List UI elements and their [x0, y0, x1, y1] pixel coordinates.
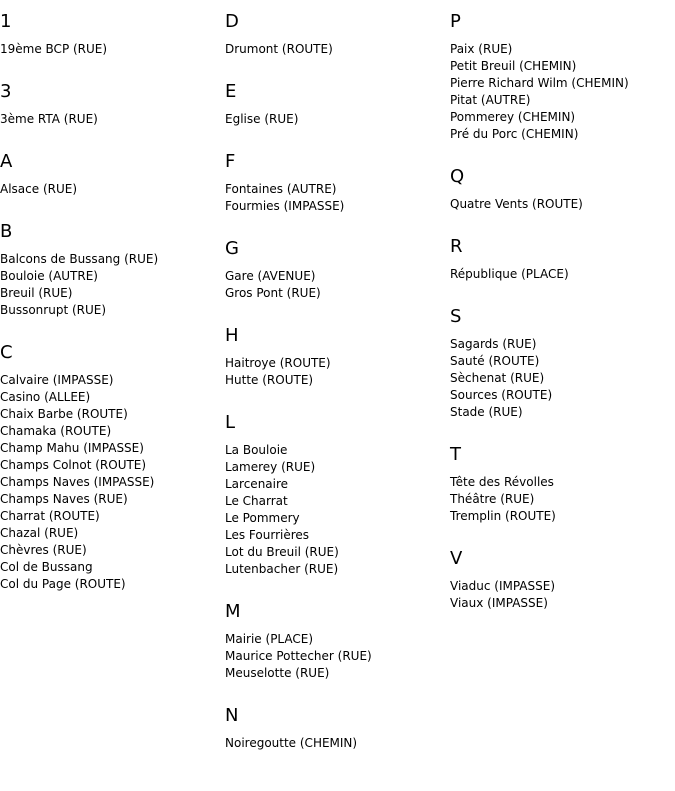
- street-item[interactable]: Chaix Barbe (ROUTE): [0, 407, 128, 421]
- street-item[interactable]: Tête des Révolles: [450, 475, 554, 489]
- street-item[interactable]: Fourmies (IMPASSE): [225, 199, 345, 213]
- street-item[interactable]: Calvaire (IMPASSE): [0, 373, 114, 387]
- street-item[interactable]: Pitat (AUTRE): [450, 93, 531, 107]
- letter-group-p: [450, 11, 674, 143]
- street-item[interactable]: La Bouloie: [225, 443, 288, 457]
- street-item[interactable]: Champs Colnot (ROUTE): [0, 458, 147, 472]
- street-item[interactable]: Meuselotte (RUE): [225, 666, 330, 680]
- street-item[interactable]: Lamerey (RUE): [225, 460, 316, 474]
- street-item[interactable]: Mairie (PLACE): [225, 632, 314, 646]
- street-item[interactable]: Noiregoutte (CHEMIN): [225, 736, 358, 750]
- letter-group-g: [225, 238, 447, 302]
- letter-heading: B: [0, 221, 13, 242]
- letter-heading: H: [225, 325, 239, 346]
- street-item[interactable]: Lot du Breuil (RUE): [225, 545, 339, 559]
- letter-group-d: [225, 11, 447, 58]
- street-item[interactable]: Le Charrat: [225, 494, 288, 508]
- street-item[interactable]: Maurice Pottecher (RUE): [225, 649, 372, 663]
- street-item[interactable]: Sèchenat (RUE): [450, 371, 545, 385]
- letter-group-3: [0, 81, 222, 128]
- letter-group-r: [450, 236, 674, 283]
- street-item[interactable]: Théâtre (RUE): [450, 492, 535, 506]
- letter-heading: F: [225, 151, 236, 172]
- letter-heading: M: [225, 601, 241, 622]
- street-item[interactable]: Gros Pont (RUE): [225, 286, 321, 300]
- letter-heading: V: [450, 548, 463, 569]
- street-item[interactable]: Col de Bussang: [0, 560, 93, 574]
- letter-heading: R: [450, 236, 463, 257]
- letter-heading: L: [225, 412, 236, 433]
- index-column-2: [225, 11, 447, 775]
- letter-group-q: [450, 166, 674, 213]
- street-item[interactable]: Petit Breuil (CHEMIN): [450, 59, 577, 73]
- street-item[interactable]: Tremplin (ROUTE): [450, 509, 556, 523]
- letter-heading: E: [225, 81, 237, 102]
- street-item[interactable]: 3ème RTA (RUE): [0, 112, 98, 126]
- street-item[interactable]: Le Pommery: [225, 511, 300, 525]
- street-item[interactable]: Fontaines (AUTRE): [225, 182, 337, 196]
- street-item[interactable]: Sauté (ROUTE): [450, 354, 540, 368]
- letter-group-c: [0, 342, 222, 593]
- street-item[interactable]: 19ème BCP (RUE): [0, 42, 108, 56]
- street-item[interactable]: Lutenbacher (RUE): [225, 562, 339, 576]
- street-item[interactable]: Champs Naves (RUE): [0, 492, 128, 506]
- street-item[interactable]: Alsace (RUE): [0, 182, 78, 196]
- street-item[interactable]: Hutte (ROUTE): [225, 373, 314, 387]
- street-item[interactable]: Chèvres (RUE): [0, 543, 87, 557]
- street-item[interactable]: Drumont (ROUTE): [225, 42, 333, 56]
- letter-group-f: [225, 151, 447, 215]
- letter-heading: T: [450, 444, 461, 465]
- letter-group-e: [225, 81, 447, 128]
- street-item[interactable]: Charrat (ROUTE): [0, 509, 100, 523]
- street-item[interactable]: Casino (ALLEE): [0, 390, 91, 404]
- letter-group-n: [225, 705, 447, 752]
- letter-heading: 3: [0, 81, 12, 102]
- street-item[interactable]: Les Fourrières: [225, 528, 310, 542]
- letter-heading: Q: [450, 166, 465, 187]
- letter-group-h: [225, 325, 447, 389]
- street-item[interactable]: Paix (RUE): [450, 42, 513, 56]
- street-item[interactable]: Champs Naves (IMPASSE): [0, 475, 155, 489]
- street-item[interactable]: Stade (RUE): [450, 405, 523, 419]
- letter-group-1: [0, 11, 222, 58]
- letter-heading: 1: [0, 11, 12, 32]
- street-item[interactable]: Chazal (RUE): [0, 526, 79, 540]
- letter-heading: G: [225, 238, 239, 259]
- street-item[interactable]: Chamaka (ROUTE): [0, 424, 112, 438]
- street-item[interactable]: Eglise (RUE): [225, 112, 299, 126]
- street-item[interactable]: Balcons de Bussang (RUE): [0, 252, 159, 266]
- letter-heading: A: [0, 151, 13, 172]
- letter-group-t: [450, 444, 674, 525]
- letter-heading: N: [225, 705, 239, 726]
- letter-group-m: [225, 601, 447, 682]
- letter-group-v: [450, 548, 674, 612]
- street-item[interactable]: République (PLACE): [450, 267, 569, 281]
- street-item[interactable]: Sagards (RUE): [450, 337, 537, 351]
- letter-group-a: [0, 151, 222, 198]
- street-item[interactable]: Viaux (IMPASSE): [450, 596, 548, 610]
- street-item[interactable]: Pierre Richard Wilm (CHEMIN): [450, 76, 629, 90]
- street-item[interactable]: Pré du Porc (CHEMIN): [450, 127, 579, 141]
- letter-group-s: [450, 306, 674, 421]
- street-item[interactable]: Bouloie (AUTRE): [0, 269, 98, 283]
- street-item[interactable]: Sources (ROUTE): [450, 388, 553, 402]
- street-item[interactable]: Pommerey (CHEMIN): [450, 110, 576, 124]
- street-item[interactable]: Larcenaire: [225, 477, 289, 491]
- index-column-1: [0, 11, 222, 616]
- letter-heading: D: [225, 11, 239, 32]
- street-item[interactable]: Quatre Vents (ROUTE): [450, 197, 583, 211]
- letter-heading: S: [450, 306, 462, 327]
- letter-group-b: [0, 221, 222, 319]
- letter-group-l: [225, 412, 447, 578]
- street-item[interactable]: Champ Mahu (IMPASSE): [0, 441, 144, 455]
- street-item[interactable]: Gare (AVENUE): [225, 269, 316, 283]
- street-item[interactable]: Haitroye (ROUTE): [225, 356, 331, 370]
- letter-heading: C: [0, 342, 13, 363]
- index-column-3: [450, 11, 674, 635]
- street-item[interactable]: Col du Page (ROUTE): [0, 577, 126, 591]
- street-item[interactable]: Viaduc (IMPASSE): [450, 579, 556, 593]
- letter-heading: P: [450, 11, 461, 32]
- street-item[interactable]: Breuil (RUE): [0, 286, 73, 300]
- street-item[interactable]: Bussonrupt (RUE): [0, 303, 107, 317]
